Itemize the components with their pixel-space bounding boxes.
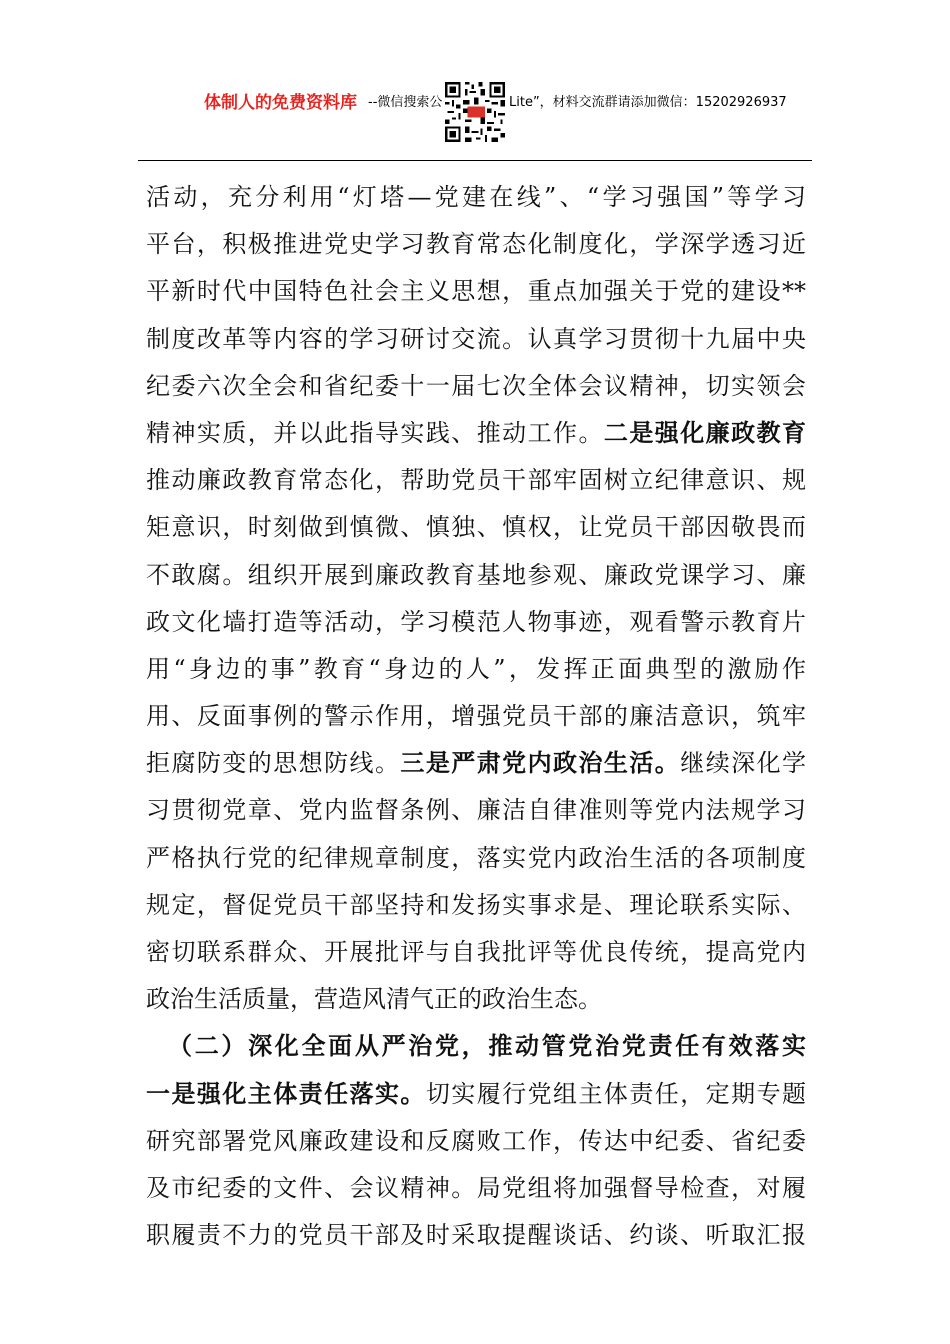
text-line: 严格执行党的纪律规章制度，落实党内政治生活的各项制度 <box>146 843 806 872</box>
text-line: 用“身边的事”教育“身边的人”，发挥正面典型的激励作 <box>146 654 806 683</box>
wechat-search-text: --微信搜索公 <box>368 95 443 110</box>
section-heading: （二）深化全面从严治党，推动管党治党责任有效落实 <box>168 1032 806 1061</box>
text-run: 继续深化学 <box>680 749 807 778</box>
text-line <box>146 740 806 787</box>
text-line <box>146 1071 806 1118</box>
text-line: 习贯彻党章、党内监督条例、廉洁自律准则等党内法规学习 <box>146 796 806 825</box>
text-line: 矩意识，时刻做到慎微、慎独、慎权，让党员干部因敬畏而 <box>146 513 806 542</box>
text-line: 不敢腐。组织开展到廉政教育基地参观、廉政党课学习、廉 <box>146 560 806 589</box>
text-line: 纪委六次全会和省纪委十一届七次全体会议精神，切实领会 <box>146 371 806 400</box>
contact-text: Lite”，材料交流群请添加微信：15202926937 <box>509 95 787 110</box>
text-line: 平台，积极推进党史学习教育常态化制度化，学深学透习近 <box>146 230 806 259</box>
qr-code-icon <box>443 80 507 144</box>
text-line: 政治生活质量，营造风清气正的政治生态。 <box>146 985 602 1014</box>
text-line <box>146 410 806 457</box>
text-run: 精神实质，并以此指导实践、推动工作。 <box>146 418 604 447</box>
bold-heading: 二是强化廉政教育 <box>603 418 807 447</box>
text-line: 推动廉政教育常态化，帮助党员干部牢固树立纪律意识、规 <box>146 466 806 495</box>
brand-title: 体制人的免费资料库 <box>204 93 357 113</box>
text-line: 用、反面事例的警示作用，增强党员干部的廉洁意识，筑牢 <box>146 702 806 731</box>
bold-heading: 三是严肃党内政治生活。 <box>400 749 681 778</box>
text-line: 密切联系群众、开展批评与自我批评等优良传统，提高党内 <box>146 938 806 966</box>
bold-heading: 一是强化主体责任落实。 <box>146 1079 426 1108</box>
text-line: 政文化墙打造等活动，学习模范人物事迹，观看警示教育片 <box>146 607 806 636</box>
text-run: 切实履行党组主体责任，定期专题 <box>425 1079 807 1108</box>
text-line: 规定，督促党员干部坚持和发扬实事求是、理论联系实际、 <box>146 890 806 919</box>
text-line: 制度改革等内容的学习研讨交流。认真学习贯彻十九届中央 <box>146 324 806 353</box>
document-body <box>146 174 806 1259</box>
text-run: 拒腐防变的思想防线。 <box>146 749 401 778</box>
text-line: 活动，充分利用“灯塔—党建在线”、“学习强国”等学习 <box>146 183 806 211</box>
text-line: 平新时代中国特色社会主义思想，重点加强关于党的建设** <box>146 277 806 306</box>
text-line: 及市纪委的文件、会议精神。局党组将加强督导检查，对履 <box>146 1173 806 1202</box>
header-divider <box>138 160 812 161</box>
text-line: 研究部署党风廉政建设和反腐败工作，传达中纪委、省纪委 <box>146 1126 806 1155</box>
page-header <box>0 78 950 148</box>
text-line: 职履责不力的党员干部及时采取提醒谈话、约谈、听取汇报 <box>146 1221 806 1250</box>
